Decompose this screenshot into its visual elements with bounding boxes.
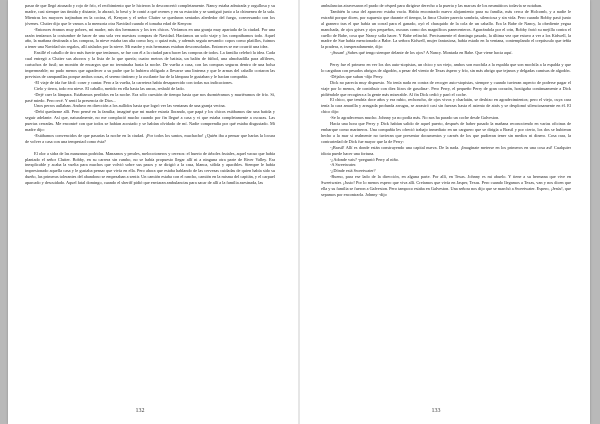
- paragraph: También la casa del aparcero estaba vacía. Había encontrado nuevo alojamiento para su familia, más cerca de Holcomb, y a nadie le extrañó porque dicen, por supuesto que durante el tiempo, la finca Clutter parecía sombría, silenciosa y sin vida. Pero cuando Bobby pasó junto al granero tras el que había un corral para el ganado, oyó el chasquido de la cola de un caballo. Era la Babe de Nancy, la obediente yegua manchada, de ojos grises y ojos pequeños, oscuras como dos magníficos panecenteros. Agarrándola por el crin, Bobby frotó su mejilla contra el cuello de Babe, cosa que Nancy solía hacer. Y Babe relinchó. Precisamente el domingo pasado, la última vez que estuvo a ver a los Kidwell, la madre de Sue había mencionado a Babe. La señora Kidwell, mujer fantasiosa, había estado en la ventana, contemplando el crepúsculo que teñía la pradera, e, inesperadamente, dijo:: [321, 8, 571, 50]
- paragraph: El chico, que tendría doce años y era rubio, rechoncho, de ojos vivos y charlatán, se deshizo en agradecimientos; pero el viejo, cuya cara tenía la cara amarilla y arrugada profunda arrugas, se arrastró casi sin fuerzas hasta el asiento de atrás y se desplomó silenciosamente en él. El chico dijo:: [321, 97, 571, 115]
- left-page-number: 132: [135, 408, 145, 414]
- paragraph: Unos perros aullaban. Anduvo en dirección a los aullidos hasta que logró ver las ventanas de una granja vecina.: [34, 103, 226, 109]
- paragraph: Hacía una hora que Perry y Dick habían salido de aquel puerto, después de haber pasado la mañana reconociendo en varias oficinas de embarque como marineros. Una compañía les ofreció trabajo inmediato en un carguero que se dirigía a Brasil y por cierto, los dos se hubieran hecho a la mar si realmente no tuvieran que presentar documentos y carnés de los que pudieran tener sin medios ni dinero. Cosa rara, la contrariedad de Dick fue mayor que la de Perry:: [321, 121, 571, 144]
- paragraph: Perry fue el primero en ver los dos auto-stopistas, un chico y un viejo, ambos son mochila a la espalda que son mochila a la espalda y que lo cargaban con pesados abrigos de algodón, a pesar del viento de Texas áspero y frío, sin más abrigo que tejanos y delgadas camisas de algodón.: [321, 62, 571, 73]
- paragraph: -Debí quedarme allí. Pero pensé en la familia; imaginé que mi madre estaría llorando, que papá y los chicos estábamos dar una batida y seguir adelante. Así que, naturalmente, no me complació mucho cuando por fin llegué a casa y vi que estaba completamente a oscuras. Las puertas cerradas. Me encontré con que todos se habían acostado y se habían olvidado de mí. Nadie comprendía por qué estaba disgustado. Mi madre dijo:: [25, 109, 275, 133]
- right-page-number: 133: [431, 408, 441, 414]
- paragraph: Dick no parecía muy dispuesto. No tenía nada en contra de recoger auto-stopistas, siempre y cuando tuvieran aspecto de poderse pagar el viaje por lo menos, de contribuir con diez litros de gasolina-. Pero Perry, el pequeño Perry de gran corazón, hostigaba continuamente a Dick pidiéndole que recogiera a la gente más miserable. Al fin Dick cedió y paró el coche.: [321, 79, 571, 97]
- paragraph: Ensillé el caballo de tiro más fuerte que teníamos, se fue con él a la ciudad para hacer las compras de todos. La familia celebró la idea. Cada cual entregó a Clutter sus ahorros y la lista de lo que quería; cuatro metros de batista, un balón de fútbol, una almohadilla para alfileres, cartuchos de fusil; un montón de encargos que no terminaba hasta la noche. De vuelta a casa, con las compras seguras dentro de una bolsa impermeable; no pudo menos que agradecer a su padre que lo hubiera obligado a llevarse una linterna y que le armas del caballo cortaron las previstos de campanillas porque ambos cosas, el sereno tintineo y la oscilante luz de la lámpara le gustaban y le hacían compañía.: [25, 50, 275, 79]
- left-page: [25, 3, 275, 401]
- paragraph: -Estábamos convencidos de que pasarías la noche en la ciudad. ¡Por todos los santos, muchacho! ¿Quién iba a pensar que harías la locura de volver a casa con una tempestad como ésta?: [25, 132, 275, 144]
- paragraph: -Dejé caer la lámpara. Estábamos perdidos en la noche. Era sólo cuestión de tiempo hasta que nos durmiéramos y muriéramos de frío. Sí, pasé miedo. Pero recé. Y sentí la presencia de Dios...: [25, 91, 275, 103]
- paragraph: El olor a sidra de las manzanas podridas. Manzanos y perales, melocotoneros y cerezos: el huerto de árboles frutales, aquel vacuo que había plantado el señor Clutter. Bobby, en su carrera sin rumbo, no se había propuesto llegar allí ni a ninguna otra parte de River Valley. Era inexplicable y acaba la vuelta para muchos que volvió sobre sus pasos y se dirigió a la casa, blanca, sólida y apacibles. Siempre le había impresionado aquella casa y le gustaba pensar que vivía en ella. Pero ahora que estaba hablando de las cervezas cuidadas de quien había sido su dueño, las primeras tolerantes del abandono se empezaban a sentir. Un camión estaba con el rancho, camión en la misma del capitán, y el carpuel aparcado y descuidado. Aquel fatal domingo, cuando el sheriff pidió que enviaran ambulancias para sacar de allí a la familia asesinada, las: [25, 150, 275, 186]
- paragraph: -El viaje de ida fue fácil: coser y cantar. Pero a la vuelta, la carretera había desaparecido con todas sus indicaciones.: [34, 79, 233, 85]
- paragraph: pasar de que llegó atrasado y rojo de frío, el recibimiento que le hicieron lo desconcertó completamente. Nancy estaba admirada y orgullosa y su madre, casi siempre tan tímida y distante, lo abrazó, lo besó y le contó a qué ovenes y en su estación y se santiguó junto a la chimenea de la sala. Mientras los mayores trajinaban en la cocina, él, Kenyon y el señor Clutter se quedaron sentados alrededor del fuego, conversando con los jóvenes. Clutter dijo que le vamos a la memoria otra Navidad cuando el tomaba edad de Kenyon:: [25, 3, 275, 26]
- paragraph: Cielo y tierra, todo era nieve. El caballo, metido en ella hasta las ancas, resbaló de lado.: [34, 85, 185, 91]
- paragraph: -¿Adonde vais? -preguntó Perry al niño.: [330, 156, 399, 162]
- paragraph: -A Sweetwater.: [330, 162, 357, 168]
- paragraph: -¿Dónde está Sweetwater?: [330, 168, 376, 174]
- paragraph: -Entonces éramos muy pobres, mi madre, mis dos hermanos y los tres chicos. Vivíamos en una granja muy apartada de la ciudad. Por una razón teníamos la costumbre de hacer de una sola vez nuestras compras de Navidad. Hacíamos un solo viaje y los comprábamos todo. Aquel año, la mañana destinada a las compras, la nieve estaba tan alta como hoy, o quizá más, y además seguía nevando: copos como platillos, fuimos a tener una Navidad sin regalos, allí aislados por la nieve. Mi madre y mis hermanas estaban desconsoladas. Entonces se me ocurrió una idea.: [25, 26, 275, 50]
- paragraph: -Déjalos que suban -dijo Perry.: [330, 73, 384, 79]
- book-gutter: [298, 0, 300, 424]
- right-page: [321, 3, 571, 401]
- paragraph: -Se lo agradecemos mucho. Johnny ya no podía más. No nos ha parado un coche desde Galveston.: [330, 115, 500, 121]
- paragraph: -¡Brasil! Allí es donde están construyendo una capital nueva. De la nada. ¡Imagínate meterse en los primeros en una cosa así! Cualquier idiota puede hacer una fortuna.: [321, 144, 571, 156]
- paragraph: -Bueno, para ese lado de la dirección, en alguna parte. Por allí, en Texas. Johnny es mi abuelo. Y tiene a su hermana que vive en Sweetwater. ¡Justo! Por lo menos espero que viva allí. Creíamos que vivía en Jasper, Texas. Pero cuando llegamos a Texas, van y nos dicen que ella y su familia se fueron a Galveston. Pero tampoco estaba en Galveston. Una señora nos dijo que se marchó a Sweetwater. Espero, ¡Jesús!, que sepamos por encontrarla. Johnny -dijo: [321, 174, 571, 197]
- paragraph: -¡Susan! ¿Sabes qué tengo siempre delante de los ojos? A Nancy. Montada en Babe. Que viene hacia aquí.: [330, 50, 513, 56]
- paragraph: ambulancias atravesaron el prado de césped para dirigirse derecho a la puerta y las marcas de los neumáticos todavía se notaban.: [321, 3, 543, 8]
- book-spread: [8, 0, 590, 424]
